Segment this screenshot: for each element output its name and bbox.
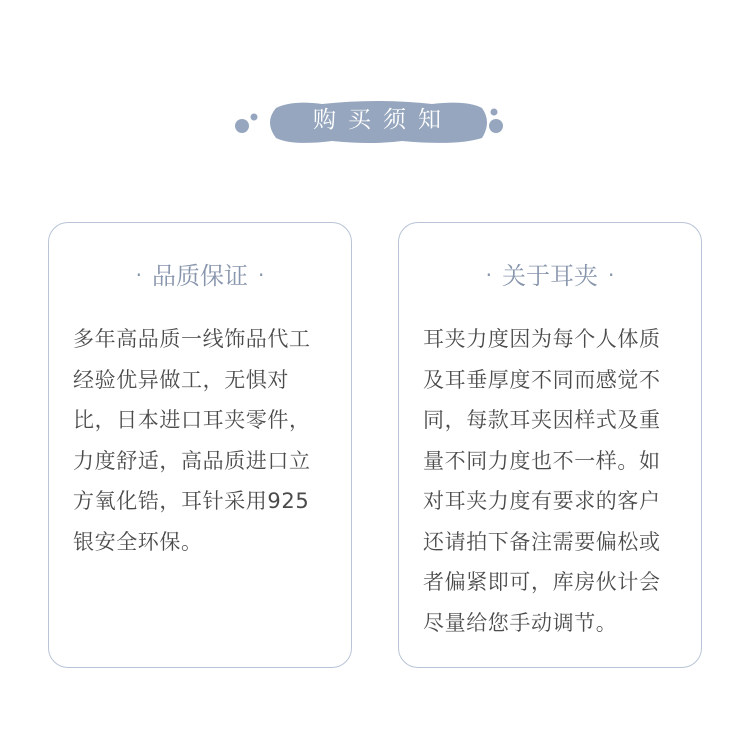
about-ear-clips-card bbox=[398, 222, 702, 668]
heading-dot-icon: · bbox=[135, 263, 142, 287]
card-heading-label: 关于耳夹 bbox=[502, 262, 598, 290]
card-body-text bbox=[73, 319, 335, 562]
text-line: 方氧化锆，耳针采用925 bbox=[73, 489, 310, 513]
title-banner bbox=[232, 96, 522, 148]
text-line: 银安全环保。 bbox=[73, 529, 203, 554]
text-line: 比，日本进口耳夹零件， bbox=[73, 408, 311, 432]
heading-dot-icon: · bbox=[608, 263, 615, 287]
text-line: 对耳夹力度有要求的客户 bbox=[423, 489, 661, 513]
heading-dot-icon: · bbox=[485, 263, 492, 287]
card-body-text bbox=[423, 319, 685, 643]
card-heading-label: 品质保证 bbox=[152, 262, 248, 290]
text-line: 耳夹力度因为每个人体质 bbox=[423, 327, 661, 351]
text-line: 还请拍下备注需要偏松或 bbox=[423, 529, 661, 554]
text-line: 者偏紧即可，库房伙计会 bbox=[423, 570, 661, 594]
card-heading bbox=[399, 257, 701, 294]
text-line: 力度舒适，高品质进口立 bbox=[73, 448, 311, 473]
text-line: 尽量给您手动调节。 bbox=[423, 610, 618, 635]
text-line: 同，每款耳夹因样式及重 bbox=[423, 408, 661, 432]
card-heading bbox=[49, 257, 351, 294]
text-line: 量不同力度也不一样。如 bbox=[423, 448, 661, 473]
text-line: 及耳垂厚度不同而感觉不 bbox=[423, 367, 661, 392]
text-line: 多年高品质一线饰品代工 bbox=[73, 327, 311, 351]
page-title: 购买须知 bbox=[313, 107, 453, 133]
quality-guarantee-card bbox=[48, 222, 352, 668]
text-line: 经验优异做工，无惧对 bbox=[73, 367, 289, 392]
heading-dot-icon: · bbox=[258, 263, 265, 287]
